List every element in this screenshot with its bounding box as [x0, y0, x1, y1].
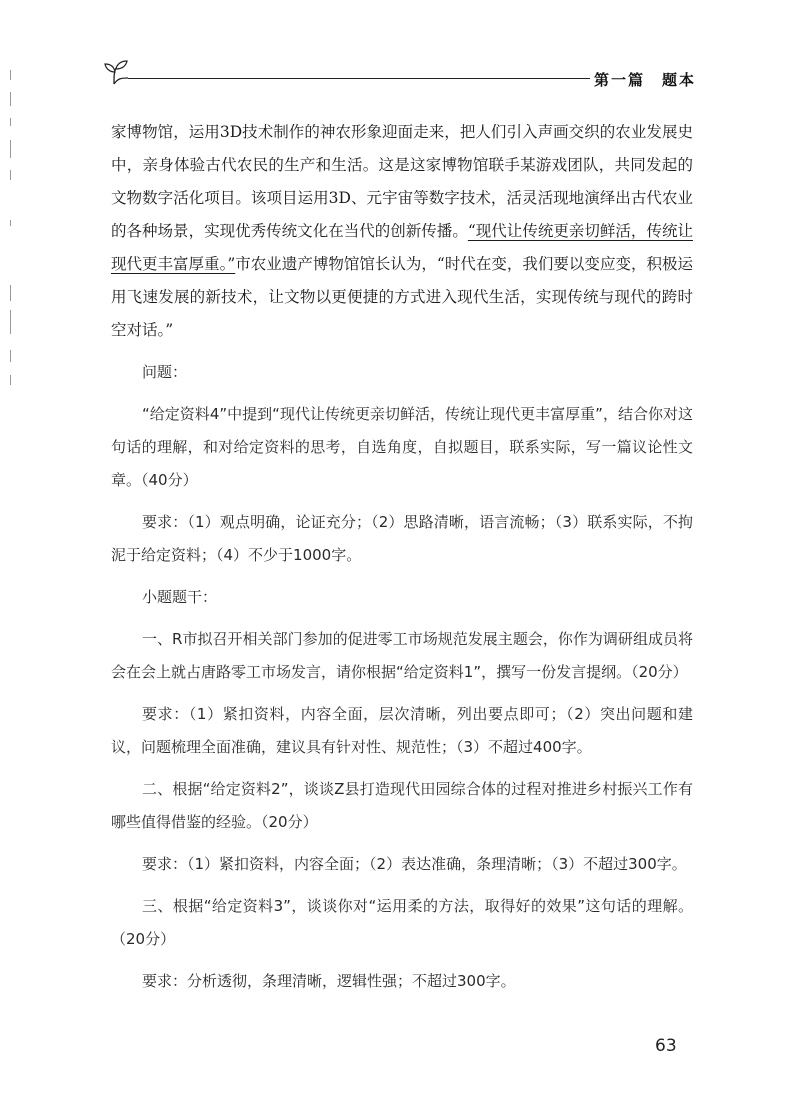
sub-question-requirements: 要求：（1）紧扣资料，内容全面；（2）表达准确，条理清晰；（3）不超过300字。: [142, 855, 687, 873]
material-quote: “现代让传统更亲切鲜活，传统让现代更丰富厚重。”: [111, 222, 693, 273]
material-text-part2: 市农业遗产博物馆馆长认为，“时代在变，我们要以变应变，积极运用飞速发展的新技术，让文物以更便捷的方式进入现代生活，实现传统与现代的跨时空对话。”: [111, 255, 693, 339]
sub-question-prompt: 一、R市拟召开相关部门参加的促进零工市场规范发展主题会，你作为调研组成员将会在会上就占唐路零工市场发言，请你根据“给定资料1”，撰写一份发言提纲。（20分）: [111, 630, 693, 681]
header-rule: [128, 78, 590, 79]
sub-question-requirements: 要求：分析透彻，条理清晰，逻辑性强；不超过300字。: [142, 972, 516, 990]
sub-questions-label: 小题题干：: [142, 588, 218, 606]
sub-question-requirements: 要求：（1）紧扣资料，内容全面，层次清晰，列出要点即可；（2）突出问题和建议，问题梳理全面准确，建议具有针对性、规范性；（3）不超过400字。: [111, 705, 693, 756]
sub-question-prompt: 二、根据“给定资料2”，谈谈Z县打造现代田园综合体的过程对推进乡村振兴工作有哪些值得借鉴的经验。（20分）: [111, 780, 693, 831]
question-requirements: 要求：（1）观点明确，论证充分；（2）思路清晰，语言流畅；（3）联系实际，不拘泥于给定资料；（4）不少于1000字。: [111, 513, 693, 564]
question-prompt: “给定资料4”中提到“现代让传统更亲切鲜活，传统让现代更丰富厚重”，结合你对这句话的理解，和对给定资料的思考，自选角度，自拟题目，联系实际，写一篇议论性文章。（40分）: [111, 405, 693, 489]
material-text-part1: 家博物馆，运用3D技术制作的神农形象迎面走来，把人们引入声画交织的农业发展史中，亲身体验古代农民的生产和生活。这是这家博物馆联手某游戏团队，共同发起的文物数字活化项目。该项目运用3D、元宇宙等数字技术，活灵活现地演绎出古代农业的各种场景，实现优秀传统文化在当代的创新传播。: [111, 123, 693, 240]
scan-margin-marks: [8, 70, 14, 430]
sub-question-prompt: 三、根据“给定资料3”，谈谈你对“运用柔的方法，取得好的效果”这句话的理解。（20分）: [111, 897, 693, 948]
page-number: 63: [655, 1036, 677, 1056]
chapter-title: 第一篇 题本: [594, 71, 697, 89]
running-header: [104, 60, 704, 90]
question-label: 问题：: [142, 363, 188, 381]
sprout-icon: [104, 60, 134, 86]
page-content: [111, 116, 693, 1007]
material-paragraph: [111, 116, 693, 347]
header-dash: [570, 78, 588, 79]
